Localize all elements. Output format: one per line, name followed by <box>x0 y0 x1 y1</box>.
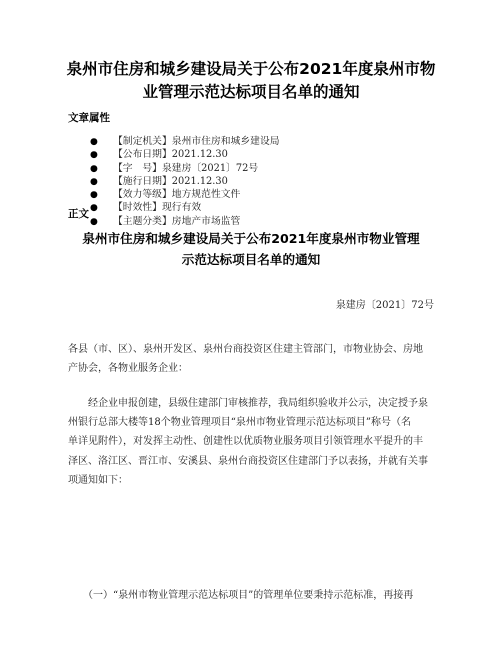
bullet-icon: ● <box>90 163 98 174</box>
attribute-text: 【施行日期】2021.12.30 <box>113 175 228 187</box>
text-line: 州银行总部大楼等18个物业管理项目“泉州市物业管理示范达标项目”称号（名 <box>68 417 411 429</box>
attribute-item <box>68 135 280 148</box>
text-line: 单详见附件），对发挥主动性、创建性以优质物业服务项目引领管理水平提升的丰 <box>68 436 423 448</box>
text-line: 项通知如下： <box>68 474 128 486</box>
text-line: 泽区、洛江区、晋江市、安溪县、泉州台商投资区住建部门予以表扬，并就有关事 <box>68 455 428 467</box>
attributes-list <box>68 135 280 228</box>
document-title-line: 业管理示范达标项目名单的通知 <box>142 83 360 101</box>
bullet-icon: ● <box>90 216 98 227</box>
attribute-text: 【字 号】泉建房〔2021〕72号 <box>113 162 259 174</box>
attribute-item <box>68 188 280 201</box>
attribute-item <box>68 215 280 228</box>
attribute-text: 【公布日期】2021.12.30 <box>113 149 228 161</box>
document-title <box>40 58 462 104</box>
attributes-heading: 文章属性 <box>68 112 110 124</box>
text-line: 产协会，各物业服务企业： <box>68 363 188 375</box>
notice-title-line: 泉州市住房和城乡建设局关于公布2021年度泉州市物业管理 <box>82 231 420 246</box>
attribute-item <box>68 148 280 161</box>
bullet-icon: ● <box>90 137 98 147</box>
document-number: 泉建房〔2021〕72号 <box>335 300 434 311</box>
attribute-item <box>68 162 280 175</box>
document-title-line: 泉州市住房和城乡建设局关于公布2021年度泉州市物 <box>66 60 436 78</box>
bullet-icon: ● <box>90 203 98 214</box>
paragraph-item-one <box>68 586 434 605</box>
text-line: 各县（市、区）、泉州开发区、泉州台商投资区住建主管部门，市物业协会、房地 <box>68 344 423 355</box>
attribute-item <box>68 175 280 188</box>
notice-title-line: 示范达标项目名单的通知 <box>181 252 321 267</box>
paragraph-main <box>68 394 434 490</box>
attribute-text: 【效力等级】地方规范性文件 <box>113 189 241 201</box>
attribute-item <box>68 201 280 214</box>
body-heading: 正文 <box>68 208 89 220</box>
bullet-icon: ● <box>90 150 98 161</box>
text-line: （一）“泉州市物业管理示范达标项目”的管理单位要秉持示范标准，再接再 <box>68 590 414 601</box>
attribute-text: 【时效性】现行有效 <box>113 202 202 214</box>
notice-title-lines <box>40 228 462 270</box>
bullet-icon: ● <box>90 190 98 201</box>
paragraph-recipients <box>68 340 434 378</box>
text-line: 经企业申报创建，县级住建部门审核推荐，我局组织验收并公示，决定授予泉 <box>68 398 428 409</box>
attribute-text: 【主题分类】房地产市场监管 <box>113 215 241 227</box>
attribute-text: 【制定机关】泉州市住房和城乡建设局 <box>113 136 280 147</box>
bullet-icon: ● <box>90 176 98 187</box>
